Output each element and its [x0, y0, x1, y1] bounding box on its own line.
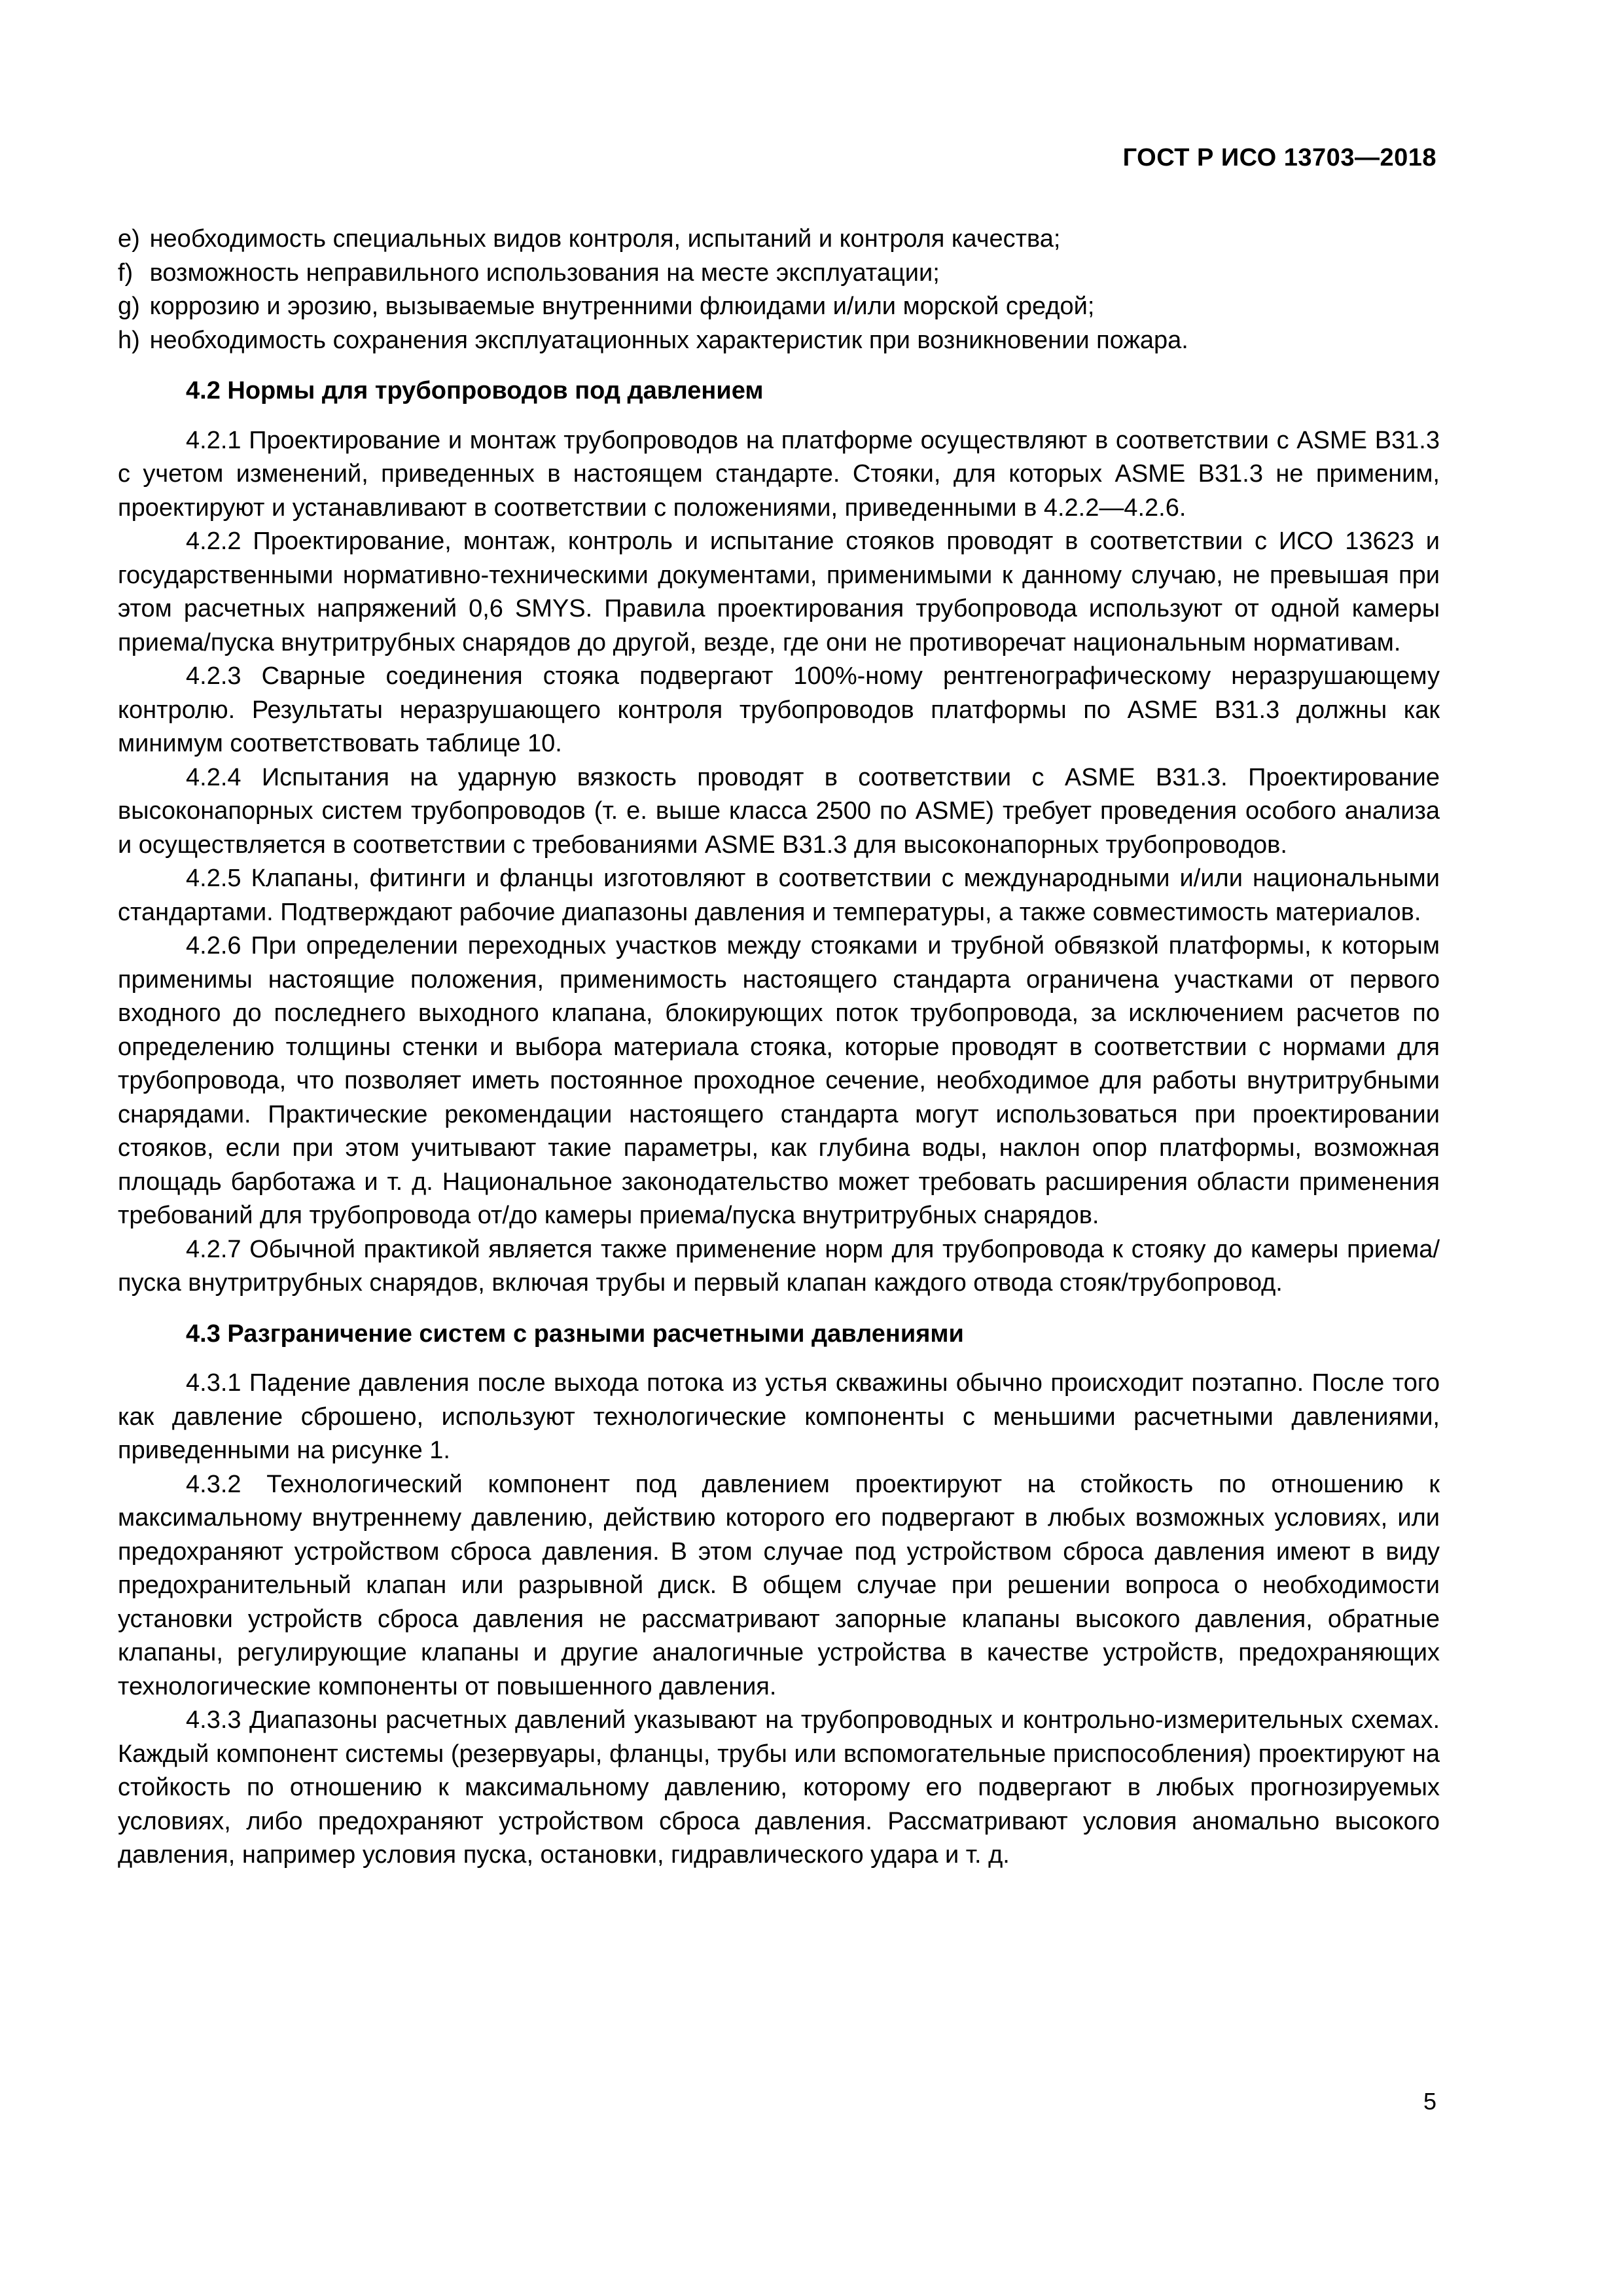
paragraph-4-2-5: 4.2.5 Клапаны, фитинги и фланцы изготовляют в соответствии с международными и/или национальными стандартами. Подтверждают рабочие диапазоны давления и температуры, а также совместимость материалов. — [118, 865, 1440, 926]
list-item — [118, 257, 1440, 291]
list-marker: h) — [118, 326, 140, 354]
list-item — [118, 290, 1440, 324]
list-marker: f) — [118, 259, 134, 287]
list-item-text: возможность неправильного использования на месте эксплуатации; — [149, 259, 940, 287]
page-number: 5 — [1423, 2088, 1436, 2115]
paragraph-4-2-1: 4.2.1 Проектирование и монтаж трубопроводов на платформе осуществляют в соответствии с ASME B31.3 с учетом изменений, приведенных в настоящем стандарте. Стояки, для которых ASME B31.3 не применим, проектируют и устанавливают в соответствии с положениями, приведенными в 4.2.2—4.2.6. — [118, 426, 1440, 522]
document-body — [118, 223, 1440, 1873]
paragraph-4-2-4: 4.2.4 Испытания на ударную вязкость проводят в соответствии с ASME B31.3. Проектирование высоконапорных систем трубопроводов (т. е. выше класса 2500 по ASME) требует проведения особого анализа и осуществляется в соответствии с требованиями ASME B31.3 для высоконапорных трубопроводов. — [118, 763, 1440, 859]
list-item-text: коррозию и эрозию, вызываемые внутренними флюидами и/или морской средой; — [149, 293, 1095, 320]
paragraph-4-2-6: 4.2.6 При определении переходных участков между стояками и трубной обвязкой платформы, к которым применимы настоящие положения, применимость настоящего стандарта ограничена участками от первого входного до последнего выходного клапана, блокирующих поток трубопровода, за исключением расчетов по определению толщины стенки и выбора материала стояка, которые проводят в соответствии с нормами для трубопровода, что позволяет иметь постоянное проходное сечение, необходимое для работы внутритрубными снарядами. Практические рекомендации настоящего стандарта могут использоваться при проектировании стояков, если при этом учитывают такие параметры, как глубина воды, наклон опор платформы, возможная площадь барботажа и т. д. Национальное законодательство может требовать расширения области применения требований для трубопровода от/до камеры приема/пуска внутритрубных снарядов. — [118, 932, 1440, 1229]
list-item — [118, 223, 1440, 257]
list-item-text: необходимость специальных видов контроля, испытаний и контроля качества; — [149, 225, 1061, 253]
list-marker: e) — [118, 225, 140, 253]
paragraph-4-3-1: 4.3.1 Падение давления после выхода потока из устья скважины обычно происходит поэтапно. После того как давление сброшено, используют технологические компоненты с меньшими расчетными давлениями, приведенными на рисунке 1. — [118, 1369, 1440, 1464]
section-heading-4-2: 4.2 Нормы для трубопроводов под давлением — [186, 377, 764, 404]
paragraph-4-2-7: 4.2.7 Обычной практикой является также применение норм для трубопровода к стояку до камеры приема/пуска внутритрубных снарядов, включая трубы и первый клапан каждого отвода стояк/трубопровод. — [118, 1235, 1440, 1297]
requirements-list — [118, 223, 1440, 357]
paragraph-4-3-3: 4.3.3 Диапазоны расчетных давлений указывают на трубопроводных и контрольно-измерительных схемах. Каждый компонент системы (резервуары, фланцы, трубы или вспомогательные приспособления) проектируют на стойкость по отношению к максимальному давлению, которому его подвергают в любых прогнозируемых условиях, либо предохраняют устройством сброса давления. Рассматривают условия аномально высокого давления, например условия пуска, остановки, гидравлического удара и т. д. — [118, 1706, 1440, 1869]
list-marker: g) — [118, 293, 140, 320]
list-item — [118, 324, 1440, 358]
paragraph-4-2-3: 4.2.3 Сварные соединения стояка подвергают 100%-ному рентгенографическому неразрушающему контролю. Результаты неразрушающего контроля трубопроводов платформы по ASME B31.3 должны как минимум соответствовать таблице 10. — [118, 662, 1440, 757]
section-heading-4-3: 4.3 Разграничение систем с разными расчетными давлениями — [186, 1319, 964, 1348]
paragraph-4-2-2: 4.2.2 Проектирование, монтаж, контроль и испытание стояков проводят в соответствии с ИСО 13623 и государственными нормативно-техническими документами, применимыми к данному случаю, не превышая при этом расчетных напряжений 0,6 SMYS. Правила проектирования трубопровода используют от одной камеры приема/пуска внутритрубных снарядов до другой, везде, где они не противоречат национальным нормативам. — [118, 528, 1440, 656]
document-header-id: ГОСТ Р ИСО 13703—2018 — [1122, 144, 1436, 171]
paragraph-4-3-2: 4.3.2 Технологический компонент под давлением проектируют на стойкость по отношению к максимальному внутреннему давлению, действию которого его подвергают в любых возможных условиях, или предохраняют устройством сброса давления. В этом случае под устройством сброса давления имеют в виду предохранительный клапан или разрывной диск. В общем случае при решении вопроса о необходимости установки устройств сброса давления не рассматривают запорные клапаны высокого давления, обратные клапаны, регулирующие клапаны и другие аналогичные устройства в качестве устройств, предохраняющих технологические компоненты от повышенного давления. — [118, 1470, 1440, 1700]
list-item-text: необходимость сохранения эксплуатационных характеристик при возникновении пожара. — [149, 326, 1188, 354]
